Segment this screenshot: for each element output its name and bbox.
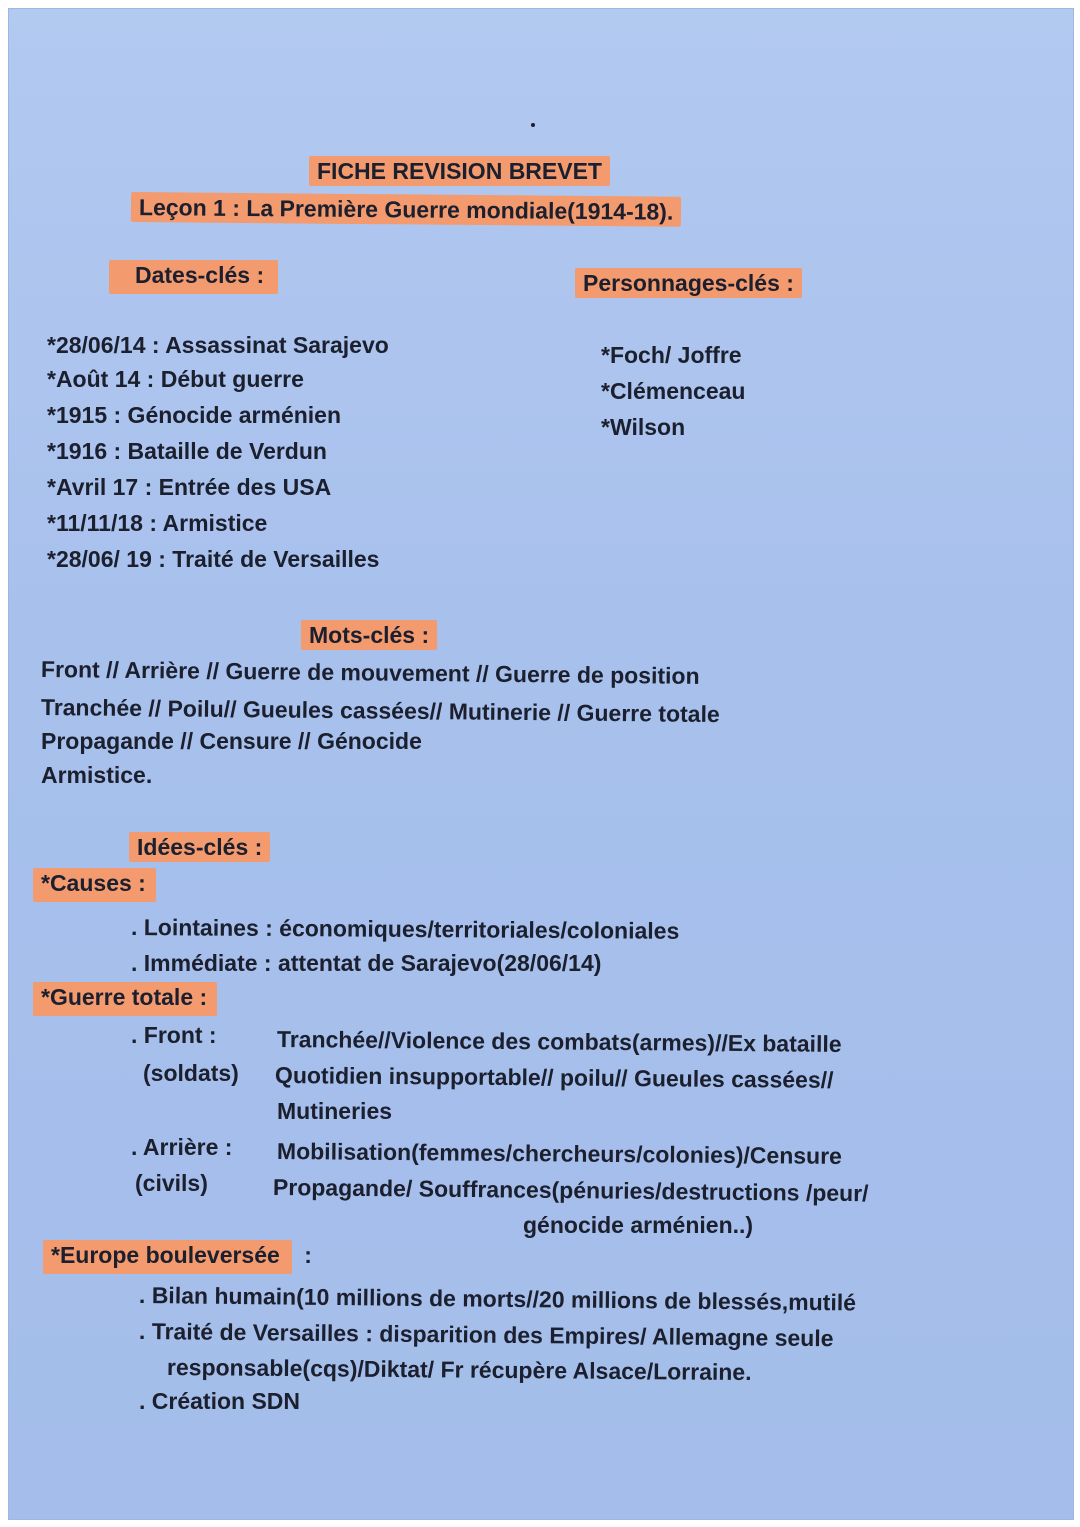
personnage-item: *Clémenceau	[601, 378, 746, 404]
guerre-totale-heading-text: *Guerre totale :	[33, 982, 217, 1016]
personnage-item: *Foch/ Joffre	[601, 342, 742, 368]
arriere-label: . Arrière :	[131, 1134, 233, 1160]
mots-heading-text: Mots-clés :	[301, 620, 437, 650]
date-item: *1915 : Génocide arménien	[47, 402, 342, 428]
ink-dot	[531, 123, 535, 127]
mots-line: Tranchée // Poilu// Gueules cassées// Mutinerie // Guerre totale	[40, 694, 720, 728]
idees-heading-text: Idées-clés :	[129, 832, 270, 862]
front-line: Quotidien insupportable// poilu// Gueules cassées//	[274, 1062, 834, 1093]
cause-item: . Immédiate : attentat de Sarajevo(28/06/14)	[131, 950, 602, 976]
arriere-line: Mobilisation(femmes/chercheurs/colonies)/Censure	[276, 1138, 843, 1169]
sheet-title-text: FICHE REVISION BREVET	[309, 156, 610, 186]
causes-heading	[33, 869, 156, 897]
front-sublabel: (soldats)	[143, 1060, 239, 1086]
mots-line: Propagande // Censure // Génocide	[41, 728, 422, 754]
revision-sheet	[8, 8, 1074, 1520]
mots-heading	[301, 621, 437, 649]
mots-line: Armistice.	[41, 762, 153, 788]
europe-item: . Traité de Versailles : disparition des Empires/ Allemagne seule	[138, 1318, 834, 1352]
date-item: *Août 14 : Début guerre	[47, 366, 304, 392]
europe-item: . Création SDN	[139, 1388, 301, 1414]
date-item: *28/06/14 : Assassinat Sarajevo	[47, 332, 389, 358]
dates-heading	[109, 261, 278, 289]
europe-item: . Bilan humain(10 millions de morts//20 millions de blessés,mutilé	[138, 1282, 857, 1316]
arriere-sublabel: (civils)	[135, 1170, 208, 1196]
idees-heading	[129, 833, 270, 861]
date-item: *1916 : Bataille de Verdun	[47, 438, 327, 464]
front-line: Tranchée//Violence des combats(armes)//Ex bataille	[276, 1026, 842, 1057]
guerre-totale-heading	[33, 983, 217, 1011]
mots-line: Front // Arrière // Guerre de mouvement // Guerre de position	[40, 656, 700, 689]
europe-heading-colon: :	[304, 1242, 312, 1268]
arriere-line: génocide arménien..)	[523, 1212, 754, 1238]
date-item: *Avril 17 : Entrée des USA	[47, 474, 332, 500]
personnages-heading-text: Personnages-clés :	[575, 268, 802, 298]
arriere-line: Propagande/ Souffrances(pénuries/destructions /peur/	[272, 1174, 869, 1207]
europe-item: responsable(cqs)/Diktat/ Fr récupère Alsace/Lorraine.	[166, 1354, 752, 1386]
europe-heading	[43, 1241, 312, 1269]
cause-item: . Lointaines : économiques/territoriales/coloniales	[130, 914, 680, 944]
europe-heading-text: *Europe bouleversée	[43, 1240, 292, 1274]
date-item: *11/11/18 : Armistice	[47, 510, 268, 536]
personnages-heading	[575, 269, 802, 297]
dates-heading-text: Dates-clés :	[109, 260, 278, 294]
front-line: Mutineries	[277, 1098, 393, 1124]
lesson-title	[131, 193, 682, 226]
sheet-title	[309, 157, 610, 185]
causes-heading-text: *Causes :	[33, 868, 156, 902]
date-item: *28/06/ 19 : Traité de Versailles	[47, 546, 380, 572]
lesson-title-text: Leçon 1 : La Première Guerre mondiale(1914-18).	[131, 192, 682, 227]
personnage-item: *Wilson	[601, 414, 686, 440]
front-label: . Front :	[131, 1022, 217, 1048]
